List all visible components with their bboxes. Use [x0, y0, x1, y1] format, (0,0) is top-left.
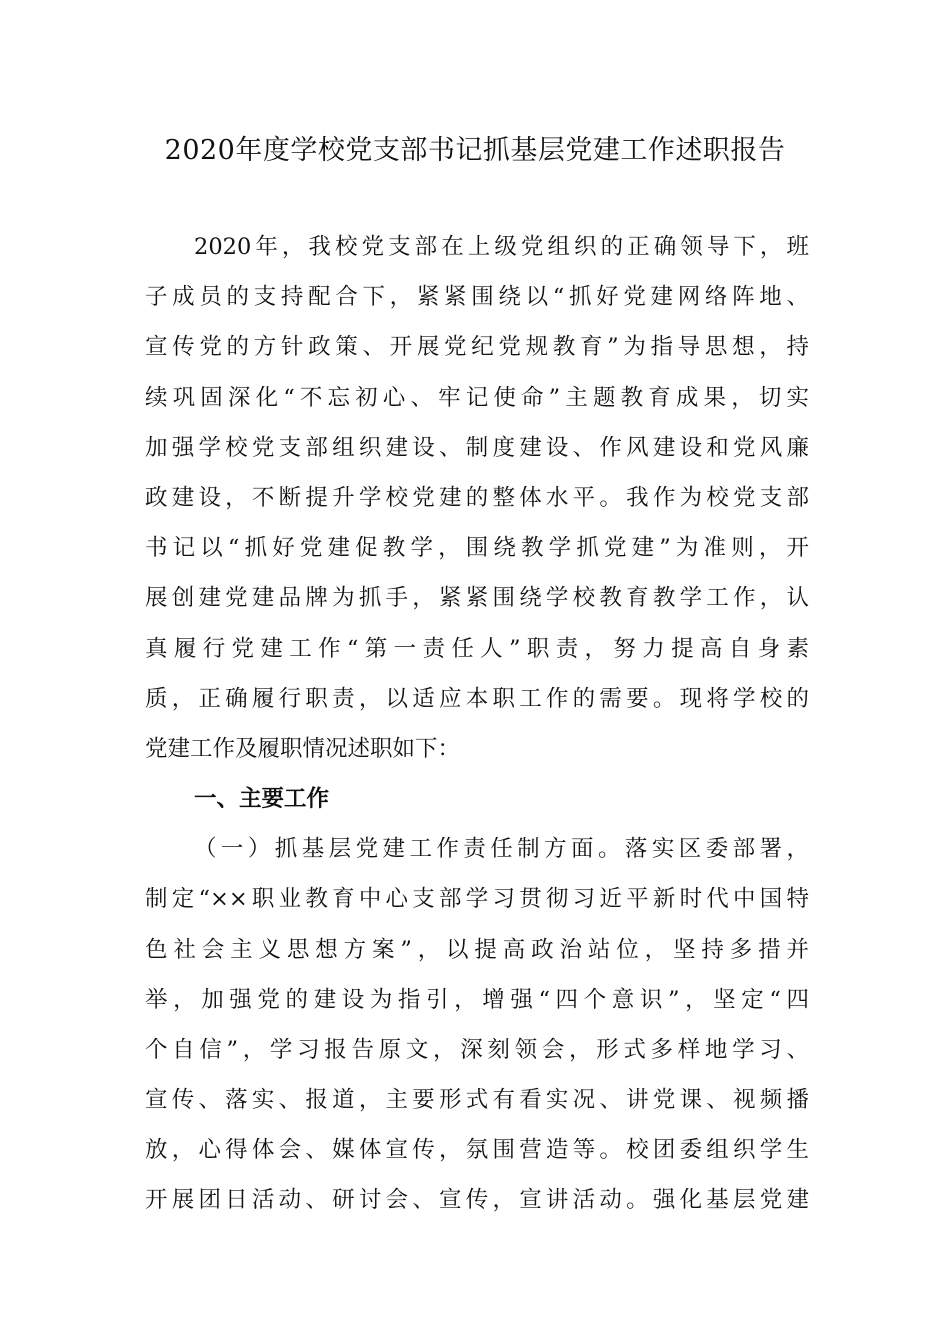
- section-line-3: 色社会主义思想方案”，以提高政治站位，坚持多措并: [145, 937, 809, 963]
- section-line-2: 制定“××职业教育中心支部学习贯彻习近平新时代中国特: [145, 886, 809, 912]
- intro-line-8: 展创建党建品牌为抓手，紧紧围绕学校教育教学工作，认: [145, 585, 809, 611]
- section-line-5: 个自信”，学习报告原文，深刻领会，形式多样地学习、: [145, 1037, 809, 1063]
- intro-line-1: 2020年，我校党支部在上级党组织的正确领导下，班: [194, 234, 809, 260]
- section-line-7: 放，心得体会、媒体宣传，氛围营造等。校团委组织学生: [145, 1137, 809, 1163]
- document-title: 2020年度学校党支部书记抓基层党建工作述职报告: [164, 135, 786, 166]
- intro-line-7: 书记以“抓好党建促教学，围绕教学抓党建”为准则，开: [145, 535, 809, 561]
- intro-line-2: 子成员的支持配合下，紧紧围绕以“抓好党建网络阵地、: [145, 284, 809, 310]
- section-heading: 一、主要工作: [194, 786, 330, 812]
- intro-line-3: 宣传党的方针政策、开展党纪党规教育”为指导思想，持: [145, 334, 809, 360]
- section-line-4: 举，加强党的建设为指引，增强“四个意识”，坚定“四: [145, 987, 809, 1013]
- intro-line-6: 政建设，不断提升学校党建的整体水平。我作为校党支部: [145, 485, 809, 511]
- section-line-8: 开展团日活动、研讨会、宣传，宣讲活动。强化基层党建: [145, 1187, 809, 1213]
- intro-line-11: 党建工作及履职情况述职如下：: [145, 736, 461, 762]
- intro-line-4: 续巩固深化“不忘初心、牢记使命”主题教育成果，切实: [145, 385, 809, 411]
- intro-line-9: 真履行党建工作“第一责任人”职责，努力提高自身素: [145, 636, 809, 662]
- section-line-1: （一）抓基层党建工作责任制方面。落实区委部署，: [194, 836, 809, 862]
- intro-line-10: 质，正确履行职责，以适应本职工作的需要。现将学校的: [145, 686, 809, 712]
- intro-line-5: 加强学校党支部组织建设、制度建设、作风建设和党风廉: [145, 435, 809, 461]
- section-line-6: 宣传、落实、报道，主要形式有看实况、讲党课、视频播: [145, 1087, 809, 1113]
